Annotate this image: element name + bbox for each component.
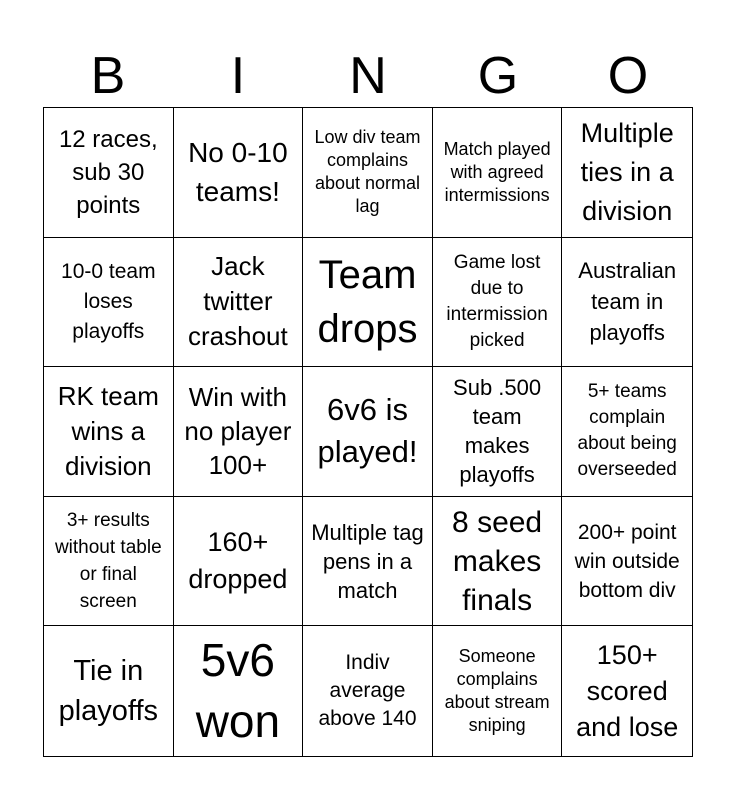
bingo-cell-r2c5	[562, 238, 692, 368]
cell-text: Multiple tag pens in a match	[311, 519, 424, 603]
bingo-cell-r1c2	[174, 108, 304, 238]
cell-text: Tie in playoffs	[58, 655, 158, 728]
cell-text: 5v6 won	[195, 634, 281, 748]
cell-text: 6v6 is played!	[317, 392, 418, 470]
cell-text: Indiv average above 140	[318, 651, 417, 731]
bingo-cell-r2c3	[303, 238, 433, 368]
bingo-cell-r3c2	[174, 367, 304, 497]
bingo-cell-r3c4	[433, 367, 563, 497]
bingo-cell-r4c5	[562, 497, 692, 627]
header-letter-i: I	[230, 47, 246, 105]
bingo-board	[43, 107, 693, 757]
bingo-cell-r5c3	[303, 626, 433, 756]
header-letter-g: G	[477, 47, 519, 105]
bingo-cell-r4c3	[303, 497, 433, 627]
cell-text: Win with no player 100+	[184, 382, 292, 481]
cell-text: Sub .500 team makes playoffs	[453, 375, 542, 488]
cell-text: Low div team complains about normal lag	[314, 127, 421, 217]
bingo-cell-r1c4	[433, 108, 563, 238]
bingo-cell-r3c3	[303, 367, 433, 497]
bingo-cell-r2c4	[433, 238, 563, 368]
bingo-cell-r5c4	[433, 626, 563, 756]
bingo-cell-r1c1	[44, 108, 174, 238]
bingo-cell-r2c1	[44, 238, 174, 368]
header-letter-b: B	[90, 47, 126, 105]
header-letter-o: O	[607, 47, 649, 105]
cell-text: Multiple ties in a division	[580, 117, 674, 226]
bingo-cell-r5c2	[174, 626, 304, 756]
header-letter-n: N	[349, 47, 387, 105]
bingo-cell-r5c5	[562, 626, 692, 756]
bingo-cell-r3c5	[562, 367, 692, 497]
cell-text: 5+ teams complain about being overseeded	[577, 381, 677, 481]
cell-text: Jack twitter crashout	[188, 251, 288, 352]
bingo-cell-r1c3	[303, 108, 433, 238]
bingo-cell-r5c1	[44, 626, 174, 756]
bingo-cell-r4c1	[44, 497, 174, 627]
cell-text: Team drops	[317, 252, 418, 351]
bingo-cell-r1c5	[562, 108, 692, 238]
cell-text: 160+ dropped	[188, 527, 288, 595]
cell-text: Australian team in playoffs	[578, 258, 677, 346]
cell-text: 3+ results without table or final screen	[54, 510, 162, 613]
cell-text: 200+ point win outside bottom div	[574, 520, 680, 602]
cell-text: 8 seed makes finals	[452, 505, 543, 617]
cell-text: Someone complains about stream sniping	[444, 646, 550, 736]
cell-text: Match played with agreed intermissions	[443, 138, 551, 205]
cell-text: RK team wins a division	[57, 380, 159, 481]
cell-text: No 0-10 teams!	[188, 137, 288, 208]
cell-text: 12 races, sub 30 points	[58, 125, 158, 219]
cell-text: Game lost due to intermission picked	[446, 251, 548, 351]
bingo-cell-r2c2	[174, 238, 304, 368]
bingo-cell-r4c2	[174, 497, 304, 627]
bingo-header	[43, 44, 693, 108]
bingo-cell-r4c4	[433, 497, 563, 627]
cell-text: 10-0 team loses playoffs	[61, 259, 156, 343]
bingo-cell-r3c1	[44, 367, 174, 497]
cell-text: 150+ scored and lose	[576, 640, 679, 743]
